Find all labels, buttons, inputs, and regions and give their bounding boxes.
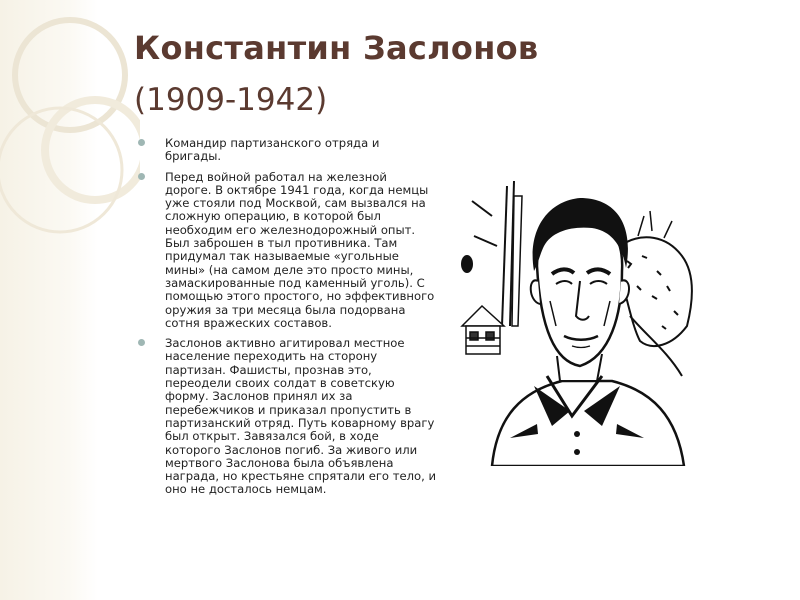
bullet-text: Заслонов активно агитировал местное население переходить на сторону партизан. Фашисты, прознав это, переодели своих солдат в советскую форму. Заслонов принял их за перебежчиков и приказал пропустить в партизанский отряд. Путь коварному врагу был открыт. Завязался бой, в ходе которого Заслонов погиб. За живого или мертвого Заслонова была объявлена награда, но крестьяне спрятали его тело, и оно не досталось немцам. [165, 336, 436, 497]
bullet-icon [138, 173, 145, 180]
list-item [138, 137, 436, 164]
list-item [138, 337, 436, 497]
portrait-illustration [452, 176, 700, 466]
bullet-text: Командир партизанского отряда и бригады. [165, 137, 380, 164]
bullet-list [138, 137, 436, 527]
bullet-text: Перед войной работал на железной дороге. В октябре 1941 года, когда немцы уже стояли под Москвой, сам вызвался на сложную операцию, в которой был необходим его железнодорожный опыт. Был заброшен в тыл противника. Там придумал так называемые «угольные мины» (на самом деле это просто мины, замаскированные под каменный уголь). С помощью этого простого, но эффективного оружия за три месяца была подорвана сотня вражеских составов. [165, 169, 435, 330]
bullet-icon [138, 339, 145, 346]
slide-title [134, 26, 774, 120]
title-name: Константин Заслонов [134, 29, 539, 67]
decorative-circles [0, 0, 140, 260]
bullet-icon [138, 139, 145, 146]
title-years: (1909-1942) [134, 82, 328, 118]
list-item [138, 171, 436, 331]
